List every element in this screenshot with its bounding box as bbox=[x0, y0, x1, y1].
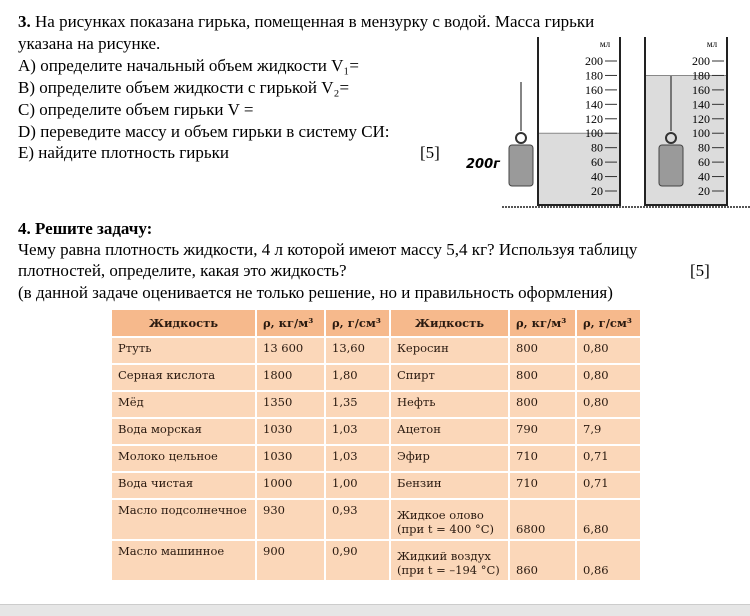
task4-line2: плотностей, определите, какая это жидкость? bbox=[18, 261, 347, 280]
tick-label: 140 bbox=[692, 97, 710, 112]
tick-label: 80 bbox=[591, 140, 603, 155]
table-row bbox=[111, 499, 641, 540]
tick-label: 160 bbox=[585, 82, 603, 97]
table-row bbox=[111, 391, 641, 418]
table-cell: 900 bbox=[256, 540, 325, 581]
table-cell: Масло машинное bbox=[111, 540, 256, 581]
tick-label: 80 bbox=[698, 140, 710, 155]
table-cell: Бензин bbox=[390, 472, 509, 499]
table-cell: 13 600 bbox=[256, 337, 325, 364]
table-cell: Серная кислота bbox=[111, 364, 256, 391]
unit-label: мл bbox=[599, 39, 611, 49]
density-table bbox=[110, 308, 642, 582]
table-cell: Молоко цельное bbox=[111, 445, 256, 472]
table-cell: Жидкое олово (при t = 400 °C) bbox=[390, 499, 509, 540]
measuring-cylinder bbox=[538, 37, 620, 205]
tick-label: 40 bbox=[698, 169, 710, 184]
table-cell: Вода чистая bbox=[111, 472, 256, 499]
table-row bbox=[111, 472, 641, 499]
table-cell: 0,71 bbox=[576, 472, 641, 499]
table-cell: 7,9 bbox=[576, 418, 641, 445]
table-cell: Керосин bbox=[390, 337, 509, 364]
table-cell: 800 bbox=[509, 364, 576, 391]
tick-label: 140 bbox=[585, 97, 603, 112]
tick-label: 160 bbox=[692, 82, 710, 97]
table-cell: 1000 bbox=[256, 472, 325, 499]
tick-label: 200 bbox=[585, 54, 603, 68]
tick-label: 40 bbox=[591, 169, 603, 184]
table-cell: Масло подсолнечное bbox=[111, 499, 256, 540]
tick-label: 120 bbox=[692, 111, 710, 126]
task3-points: [5] bbox=[420, 143, 440, 162]
table-cell: 6800 bbox=[509, 499, 576, 540]
tick-label: 100 bbox=[585, 126, 603, 141]
table-cell: Спирт bbox=[390, 364, 509, 391]
table-cell: 860 bbox=[509, 540, 576, 581]
col-header: Жидкость bbox=[390, 309, 509, 337]
task3-number: 3. bbox=[18, 12, 31, 31]
unit-label: мл bbox=[706, 39, 718, 49]
table-cell: 1,03 bbox=[325, 445, 390, 472]
task4-title: 4. Решите задачу: bbox=[18, 219, 153, 238]
table-cell: 0,86 bbox=[576, 540, 641, 581]
table-cell: 800 bbox=[509, 337, 576, 364]
tick-label: 60 bbox=[591, 155, 603, 170]
table-cell: 6,80 bbox=[576, 499, 641, 540]
table-cell: 710 bbox=[509, 445, 576, 472]
bottom-scrollbar[interactable] bbox=[0, 604, 750, 616]
table-cell: 1,03 bbox=[325, 418, 390, 445]
table-cell: Мёд bbox=[111, 391, 256, 418]
tick-label: 60 bbox=[698, 155, 710, 170]
table-cell: 930 bbox=[256, 499, 325, 540]
table-cell: 0,90 bbox=[325, 540, 390, 581]
col-header: ρ, кг/м³ bbox=[509, 309, 576, 337]
tick-label: 120 bbox=[585, 111, 603, 126]
table-cell: 0,80 bbox=[576, 364, 641, 391]
table-row bbox=[111, 364, 641, 391]
table-cell: 1350 bbox=[256, 391, 325, 418]
tick-label: 200 bbox=[692, 54, 710, 68]
table-row bbox=[111, 445, 641, 472]
measuring-cylinders-figure bbox=[460, 30, 750, 220]
table-cell: 0,71 bbox=[576, 445, 641, 472]
table-cell: 1,80 bbox=[325, 364, 390, 391]
tick-label: 20 bbox=[591, 184, 603, 198]
table-cell: 800 bbox=[509, 391, 576, 418]
task3-text: На рисунках показана гирька, помещенная в мензурку с водой. Масса гирьки bbox=[30, 12, 595, 31]
table-cell: 1030 bbox=[256, 445, 325, 472]
task3-item-e: Е) найдите плотность гирьки bbox=[18, 143, 229, 162]
tick-label: 180 bbox=[692, 68, 710, 83]
task3-item-c: С) определите объем гирьки V = bbox=[18, 100, 254, 119]
weight-icon bbox=[509, 82, 533, 186]
table-cell: 13,60 bbox=[325, 337, 390, 364]
tick-label: 100 bbox=[692, 126, 710, 141]
table-cell: 710 bbox=[509, 472, 576, 499]
task4-line3: (в данной задаче оценивается не только решение, но и правильность оформления) bbox=[18, 283, 613, 302]
measuring-cylinder bbox=[645, 37, 727, 205]
table-cell: 0,80 bbox=[576, 337, 641, 364]
table-cell: 790 bbox=[509, 418, 576, 445]
table-cell: Эфир bbox=[390, 445, 509, 472]
table-row bbox=[111, 418, 641, 445]
table-cell: 0,93 bbox=[325, 499, 390, 540]
col-header: ρ, кг/м³ bbox=[256, 309, 325, 337]
table-cell: 0,80 bbox=[576, 391, 641, 418]
table-cell: Ртуть bbox=[111, 337, 256, 364]
col-header: ρ, г/см³ bbox=[325, 309, 390, 337]
table-row bbox=[111, 540, 641, 581]
table-cell: Вода морская bbox=[111, 418, 256, 445]
col-header: Жидкость bbox=[111, 309, 256, 337]
tick-label: 20 bbox=[698, 184, 710, 198]
col-header: ρ, г/см³ bbox=[576, 309, 641, 337]
table-cell: 1030 bbox=[256, 418, 325, 445]
table-cell: 1800 bbox=[256, 364, 325, 391]
task3-item-d: D) переведите массу и объем гирьки в систему СИ: bbox=[18, 122, 390, 141]
weight-mass-label: 200г bbox=[466, 157, 500, 172]
task3-line1 bbox=[18, 12, 594, 32]
table-cell: Нефть bbox=[390, 391, 509, 418]
task3-line2: указана на рисунке. bbox=[18, 34, 161, 53]
task4-line1: Чему равна плотность жидкости, 4 л которой имеют массу 5,4 кг? Используя таблицу bbox=[18, 240, 638, 259]
table-row bbox=[111, 337, 641, 364]
task4-points: [5] bbox=[690, 261, 710, 280]
table-cell: 1,00 bbox=[325, 472, 390, 499]
table-cell: Ацетон bbox=[390, 418, 509, 445]
task3-item-b: В) определите объем жидкости с гирькой V₂= bbox=[18, 78, 350, 97]
task3-item-a: А) определите начальный объем жидкости V₁= bbox=[18, 56, 359, 75]
table-cell: 1,35 bbox=[325, 391, 390, 418]
table-cell: Жидкий воздух (при t = –194 °C) bbox=[390, 540, 509, 581]
tick-label: 180 bbox=[585, 68, 603, 83]
